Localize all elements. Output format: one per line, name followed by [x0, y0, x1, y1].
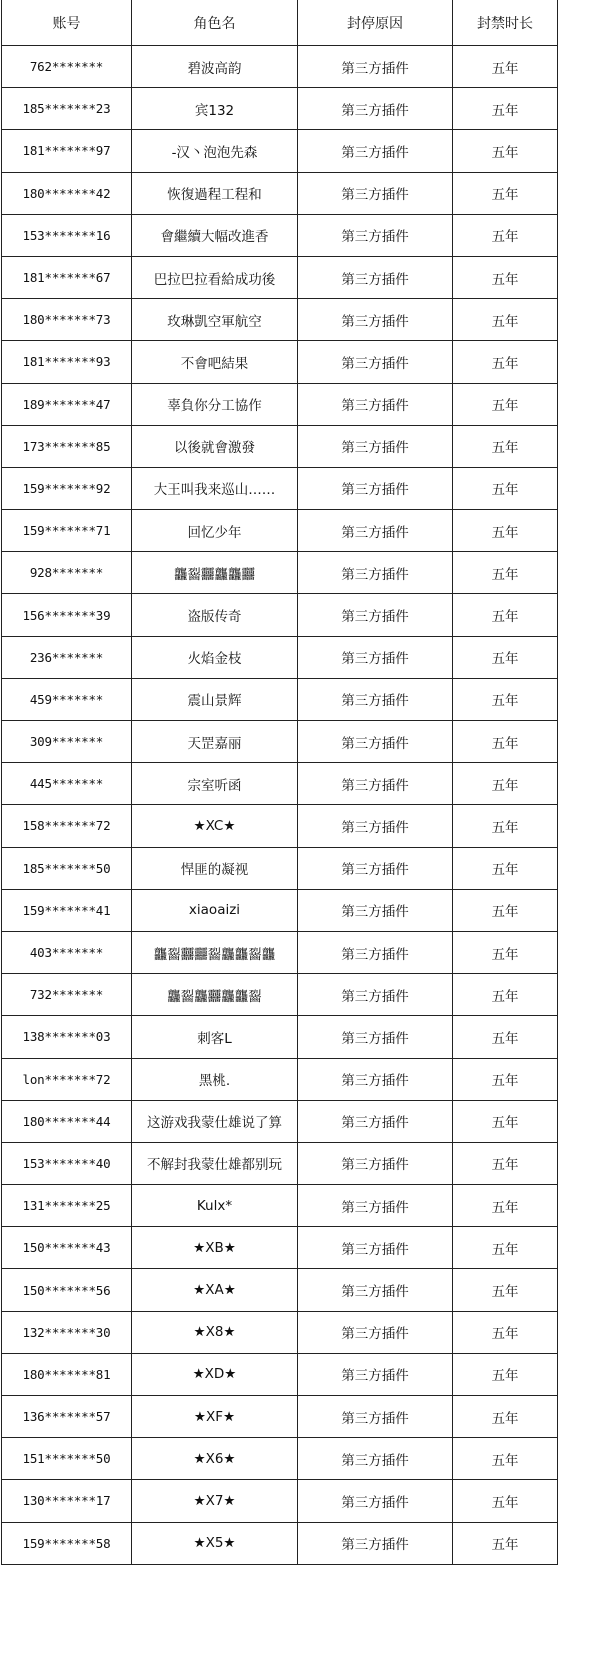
table-row	[2, 1016, 558, 1058]
ban-reason-cell: 第三方插件	[298, 1058, 453, 1100]
account-cell: 159*******41	[2, 889, 132, 931]
ban-reason-cell: 第三方插件	[298, 1016, 453, 1058]
account-cell: 156*******39	[2, 594, 132, 636]
ban-duration-cell: 五年	[453, 1396, 558, 1438]
ban-reason-cell: 第三方插件	[298, 1142, 453, 1184]
ban-reason-cell: 第三方插件	[298, 1311, 453, 1353]
ban-reason-cell: 第三方插件	[298, 1522, 453, 1564]
account-cell: 138*******03	[2, 1016, 132, 1058]
ban-reason-cell: 第三方插件	[298, 636, 453, 678]
table-row	[2, 721, 558, 763]
ban-reason-cell: 第三方插件	[298, 1269, 453, 1311]
account-cell: 181*******67	[2, 256, 132, 298]
ban-reason-cell: 第三方插件	[298, 889, 453, 931]
role-name-cell: 黑桃.	[132, 1058, 298, 1100]
ban-duration-cell: 五年	[453, 847, 558, 889]
table-row	[2, 1522, 558, 1564]
table-row	[2, 341, 558, 383]
role-name-cell: 龘䶛䨻龘龘䨻	[132, 552, 298, 594]
account-cell: 136*******57	[2, 1396, 132, 1438]
account-cell: 180*******42	[2, 172, 132, 214]
ban-reason-cell: 第三方插件	[298, 552, 453, 594]
account-cell: 928*******	[2, 552, 132, 594]
ban-duration-cell: 五年	[453, 1016, 558, 1058]
table-row	[2, 467, 558, 509]
ban-duration-cell: 五年	[453, 1353, 558, 1395]
role-name-cell: 悍匪的凝视	[132, 847, 298, 889]
ban-duration-cell: 五年	[453, 467, 558, 509]
role-name-cell: 辜負你分工協作	[132, 383, 298, 425]
role-name-cell: ★XF★	[132, 1396, 298, 1438]
ban-reason-cell: 第三方插件	[298, 1185, 453, 1227]
role-name-cell: ★XA★	[132, 1269, 298, 1311]
role-name-cell: 宾132	[132, 88, 298, 130]
account-cell: 151*******50	[2, 1438, 132, 1480]
account-cell: 180*******73	[2, 299, 132, 341]
table-row	[2, 1353, 558, 1395]
table-header	[2, 0, 558, 46]
account-cell: 762*******	[2, 46, 132, 88]
role-name-cell: 刺客L	[132, 1016, 298, 1058]
account-cell: 180*******44	[2, 1100, 132, 1142]
ban-duration-cell: 五年	[453, 256, 558, 298]
ban-duration-cell: 五年	[453, 552, 558, 594]
ban-duration-cell: 五年	[453, 299, 558, 341]
ban-reason-cell: 第三方插件	[298, 805, 453, 847]
table-row	[2, 1142, 558, 1184]
ban-reason-cell: 第三方插件	[298, 594, 453, 636]
table-row	[2, 552, 558, 594]
ban-duration-cell: 五年	[453, 214, 558, 256]
ban-reason-cell: 第三方插件	[298, 214, 453, 256]
account-cell: 445*******	[2, 763, 132, 805]
ban-reason-cell: 第三方插件	[298, 1353, 453, 1395]
table-row	[2, 88, 558, 130]
ban-reason-cell: 第三方插件	[298, 425, 453, 467]
role-name-cell: 回忆少年	[132, 510, 298, 552]
table-row	[2, 425, 558, 467]
table-row	[2, 214, 558, 256]
ban-duration-cell: 五年	[453, 46, 558, 88]
header-ban-reason: 封停原因	[298, 0, 453, 46]
account-cell: 131*******25	[2, 1185, 132, 1227]
table-row	[2, 1311, 558, 1353]
account-cell: 732*******	[2, 974, 132, 1016]
ban-duration-cell: 五年	[453, 130, 558, 172]
account-cell: 150*******43	[2, 1227, 132, 1269]
header-row	[2, 0, 558, 46]
role-name-cell: 碧波高韵	[132, 46, 298, 88]
role-name-cell: 天罡嘉丽	[132, 721, 298, 763]
account-cell: 132*******30	[2, 1311, 132, 1353]
ban-duration-cell: 五年	[453, 636, 558, 678]
table-row	[2, 889, 558, 931]
ban-duration-cell: 五年	[453, 931, 558, 973]
table-row	[2, 46, 558, 88]
ban-duration-cell: 五年	[453, 1185, 558, 1227]
ban-reason-cell: 第三方插件	[298, 974, 453, 1016]
role-name-cell: ★XD★	[132, 1353, 298, 1395]
role-name-cell: ★XC★	[132, 805, 298, 847]
role-name-cell: 龘䶛龘䨻龘龘䶛	[132, 974, 298, 1016]
account-cell: 130*******17	[2, 1480, 132, 1522]
table-row	[2, 1185, 558, 1227]
table-row	[2, 636, 558, 678]
table-row	[2, 1269, 558, 1311]
account-cell: 459*******	[2, 678, 132, 720]
account-cell: 236*******	[2, 636, 132, 678]
ban-reason-cell: 第三方插件	[298, 763, 453, 805]
ban-list-table	[1, 0, 558, 1565]
ban-reason-cell: 第三方插件	[298, 1227, 453, 1269]
ban-duration-cell: 五年	[453, 1100, 558, 1142]
table-row	[2, 1100, 558, 1142]
account-cell: 173*******85	[2, 425, 132, 467]
table-row	[2, 594, 558, 636]
role-name-cell: 不會吧結果	[132, 341, 298, 383]
table-body	[2, 46, 558, 1565]
account-cell: 185*******50	[2, 847, 132, 889]
role-name-cell: 巴拉巴拉看給成功後	[132, 256, 298, 298]
account-cell: 159*******58	[2, 1522, 132, 1564]
ban-reason-cell: 第三方插件	[298, 1100, 453, 1142]
ban-reason-cell: 第三方插件	[298, 46, 453, 88]
ban-duration-cell: 五年	[453, 172, 558, 214]
account-cell: 403*******	[2, 931, 132, 973]
ban-reason-cell: 第三方插件	[298, 510, 453, 552]
ban-duration-cell: 五年	[453, 1522, 558, 1564]
table-row	[2, 383, 558, 425]
ban-reason-cell: 第三方插件	[298, 1396, 453, 1438]
account-cell: 153*******16	[2, 214, 132, 256]
role-name-cell: -汉丶泡泡先森	[132, 130, 298, 172]
account-cell: 181*******97	[2, 130, 132, 172]
table-row	[2, 172, 558, 214]
account-cell: 153*******40	[2, 1142, 132, 1184]
ban-reason-cell: 第三方插件	[298, 467, 453, 509]
ban-duration-cell: 五年	[453, 763, 558, 805]
role-name-cell: 盗版传奇	[132, 594, 298, 636]
table-row	[2, 1396, 558, 1438]
ban-duration-cell: 五年	[453, 1311, 558, 1353]
ban-reason-cell: 第三方插件	[298, 256, 453, 298]
ban-reason-cell: 第三方插件	[298, 931, 453, 973]
role-name-cell: 龘䶛䨻䨻䶛龘龘䶛龘	[132, 931, 298, 973]
ban-reason-cell: 第三方插件	[298, 172, 453, 214]
account-cell: 189*******47	[2, 383, 132, 425]
header-account: 账号	[2, 0, 132, 46]
role-name-cell: 玫琳凱空軍航空	[132, 299, 298, 341]
ban-duration-cell: 五年	[453, 805, 558, 847]
ban-duration-cell: 五年	[453, 1142, 558, 1184]
table-row	[2, 847, 558, 889]
account-cell: 159*******71	[2, 510, 132, 552]
account-cell: 158*******72	[2, 805, 132, 847]
ban-duration-cell: 五年	[453, 721, 558, 763]
account-cell: 150*******56	[2, 1269, 132, 1311]
role-name-cell: 火焰金枝	[132, 636, 298, 678]
role-name-cell: ★X5★	[132, 1522, 298, 1564]
ban-reason-cell: 第三方插件	[298, 678, 453, 720]
account-cell: lon*******72	[2, 1058, 132, 1100]
role-name-cell: ★X8★	[132, 1311, 298, 1353]
ban-duration-cell: 五年	[453, 974, 558, 1016]
ban-reason-cell: 第三方插件	[298, 1438, 453, 1480]
ban-reason-cell: 第三方插件	[298, 1480, 453, 1522]
table-row	[2, 130, 558, 172]
account-cell: 159*******92	[2, 467, 132, 509]
role-name-cell: Kulx*	[132, 1185, 298, 1227]
ban-duration-cell: 五年	[453, 678, 558, 720]
table-row	[2, 805, 558, 847]
ban-duration-cell: 五年	[453, 1438, 558, 1480]
table-row	[2, 763, 558, 805]
role-name-cell: 震山景辉	[132, 678, 298, 720]
account-cell: 185*******23	[2, 88, 132, 130]
ban-duration-cell: 五年	[453, 1480, 558, 1522]
role-name-cell: ★X7★	[132, 1480, 298, 1522]
ban-duration-cell: 五年	[453, 341, 558, 383]
table-row	[2, 678, 558, 720]
ban-duration-cell: 五年	[453, 889, 558, 931]
ban-reason-cell: 第三方插件	[298, 130, 453, 172]
ban-reason-cell: 第三方插件	[298, 847, 453, 889]
role-name-cell: 这游戏我蒙仕雄说了算	[132, 1100, 298, 1142]
role-name-cell: xiaoaizi	[132, 889, 298, 931]
table-row	[2, 1438, 558, 1480]
role-name-cell: 會繼續大幅改進香	[132, 214, 298, 256]
role-name-cell: ★X6★	[132, 1438, 298, 1480]
role-name-cell: ★XB★	[132, 1227, 298, 1269]
ban-reason-cell: 第三方插件	[298, 341, 453, 383]
role-name-cell: 恢復過程工程和	[132, 172, 298, 214]
table-row	[2, 256, 558, 298]
ban-duration-cell: 五年	[453, 425, 558, 467]
ban-duration-cell: 五年	[453, 1058, 558, 1100]
account-cell: 309*******	[2, 721, 132, 763]
header-role-name: 角色名	[132, 0, 298, 46]
table-row	[2, 1227, 558, 1269]
ban-duration-cell: 五年	[453, 1269, 558, 1311]
ban-duration-cell: 五年	[453, 510, 558, 552]
ban-duration-cell: 五年	[453, 594, 558, 636]
ban-reason-cell: 第三方插件	[298, 383, 453, 425]
role-name-cell: 以後就會激發	[132, 425, 298, 467]
ban-reason-cell: 第三方插件	[298, 88, 453, 130]
table-row	[2, 974, 558, 1016]
role-name-cell: 宗室听函	[132, 763, 298, 805]
ban-duration-cell: 五年	[453, 88, 558, 130]
role-name-cell: 大王叫我来巡山……	[132, 467, 298, 509]
table-row	[2, 299, 558, 341]
role-name-cell: 不解封我蒙仕雄都别玩	[132, 1142, 298, 1184]
header-ban-duration: 封禁时长	[453, 0, 558, 46]
table-row	[2, 1480, 558, 1522]
ban-duration-cell: 五年	[453, 1227, 558, 1269]
ban-reason-cell: 第三方插件	[298, 721, 453, 763]
table-row	[2, 931, 558, 973]
ban-reason-cell: 第三方插件	[298, 299, 453, 341]
account-cell: 180*******81	[2, 1353, 132, 1395]
ban-duration-cell: 五年	[453, 383, 558, 425]
account-cell: 181*******93	[2, 341, 132, 383]
table-row	[2, 1058, 558, 1100]
table-row	[2, 510, 558, 552]
